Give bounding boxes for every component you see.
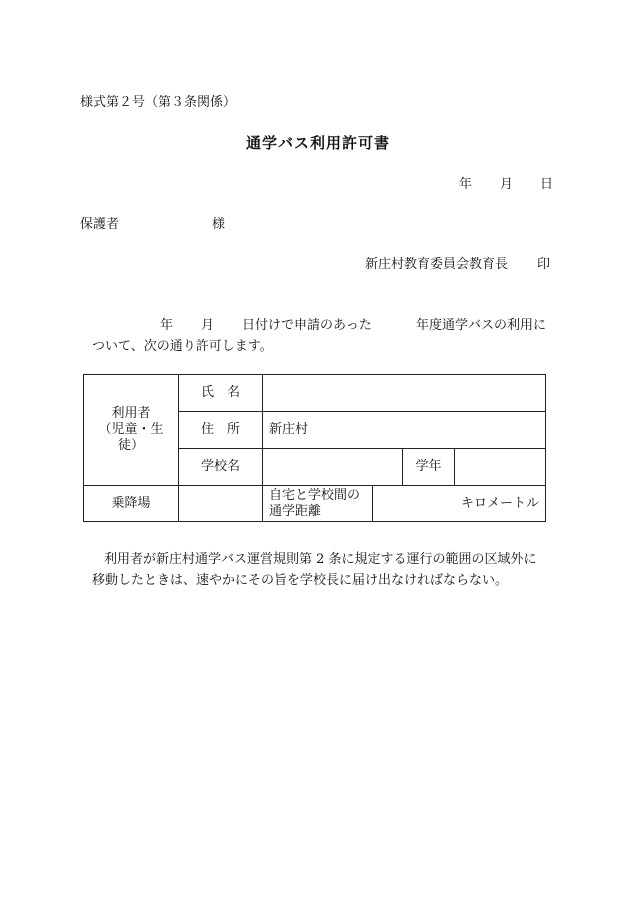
- guardian-label: 保護者: [80, 217, 120, 232]
- document-title: 通学バス利用許可書: [246, 134, 391, 152]
- issuer-name: 新庄村教育委員会教育長: [365, 257, 509, 272]
- bus-stop-field[interactable]: [179, 486, 263, 522]
- distance-sublabel: 通学距離: [269, 503, 322, 519]
- table-row: [84, 375, 546, 412]
- grade-field[interactable]: [455, 449, 546, 486]
- notice-line-2: 移動したときは、速やかにその旨を学校長に届け出なければならない。: [92, 573, 509, 588]
- guardian-suffix: 様: [212, 217, 226, 232]
- fiscal-year-text: 年度通学バスの利用に: [416, 318, 547, 333]
- date-day-label: 日: [540, 177, 554, 192]
- permission-text: ついて、次の通り許可します。: [92, 339, 273, 354]
- permit-table: [83, 374, 546, 522]
- grade-label: 学年: [403, 449, 455, 486]
- school-label: 学校名: [179, 449, 263, 486]
- user-label: 利用者: [111, 406, 151, 421]
- date-year-label: 年: [459, 177, 473, 192]
- name-label: 氏 名: [179, 375, 263, 412]
- table-row: [84, 486, 546, 522]
- user-label-cell: [84, 375, 179, 486]
- bus-stop-label: 乗降場: [84, 486, 179, 522]
- application-month-label: 月: [201, 318, 215, 333]
- distance-label-cell: [263, 486, 373, 522]
- school-field[interactable]: [263, 449, 403, 486]
- application-day-text: 日付けで申請のあった: [242, 318, 372, 333]
- user-sublabel: （児童・生徒）: [98, 422, 164, 453]
- application-year-label: 年: [160, 318, 174, 333]
- date-month-label: 月: [500, 177, 514, 192]
- address-label: 住 所: [179, 412, 263, 449]
- distance-label: 自宅と学校間の: [269, 487, 361, 503]
- address-field[interactable]: 新庄村: [263, 412, 546, 449]
- form-number: 様式第２号（第３条関係）: [80, 95, 237, 110]
- distance-field[interactable]: キロメートル: [373, 486, 546, 522]
- notice-line-1: 利用者が新庄村通学バス運営規則第 2 条に規定する運行の範囲の区域外に: [104, 552, 537, 567]
- seal-mark: 印: [537, 257, 551, 272]
- name-field[interactable]: [263, 375, 546, 412]
